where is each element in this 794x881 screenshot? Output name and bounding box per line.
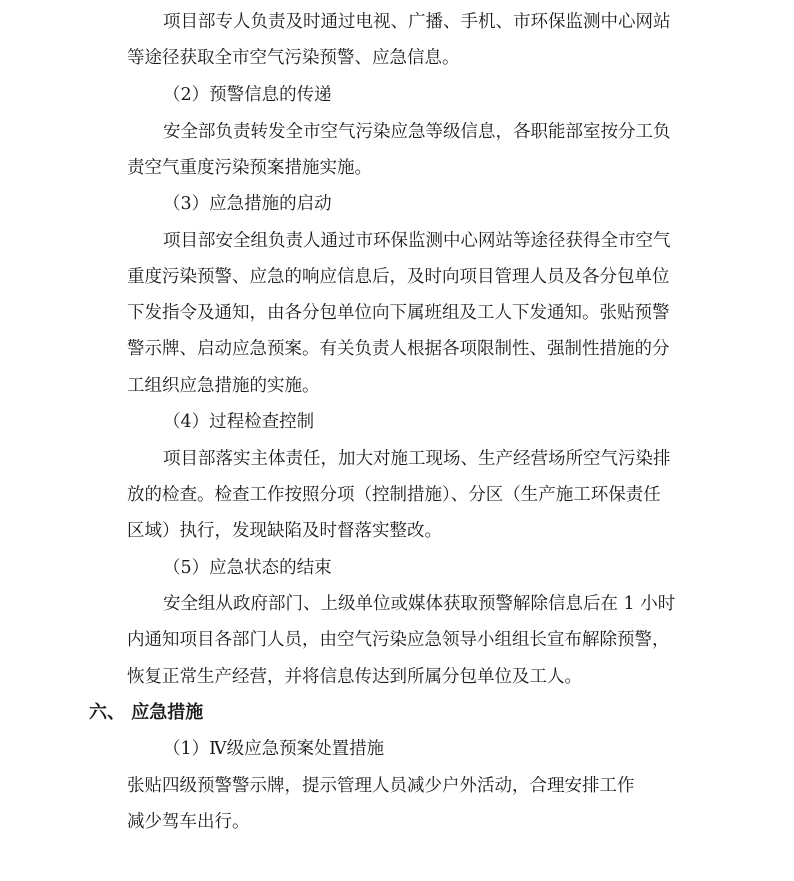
paragraph-line: 重度污染预警、应急的响应信息后，及时向项目管理人员及各分包单位: [127, 267, 670, 287]
paragraph-line: 放的检查。检查工作按照分项（控制措施）、分区（生产施工环保责任: [127, 485, 661, 505]
paragraph-line: 安全组从政府部门、上级单位或媒体获取预警解除信息后在 1 小时: [163, 594, 676, 614]
subsection-heading: （2）预警信息的传递: [163, 85, 332, 105]
paragraph-line: 安全部负责转发全市空气污染应急等级信息，各职能部室按分工负: [163, 122, 671, 142]
paragraph-line: 减少驾车出行。: [127, 812, 250, 832]
paragraph-line: 警示牌、启动应急预案。有关负责人根据各项限制性、强制性措施的分: [127, 339, 670, 359]
subsection-heading: （3）应急措施的启动: [163, 194, 332, 214]
subsection-heading: （4）过程检查控制: [163, 412, 315, 432]
paragraph-line: 张贴四级预警警示牌，提示管理人员减少户外活动，合理安排工作: [127, 776, 635, 796]
paragraph-line: 责空气重度污染预案措施实施。: [127, 158, 372, 178]
paragraph-line: 内通知项目各部门人员，由空气污染应急领导小组组长宣布解除预警，: [127, 630, 670, 650]
paragraph-line: 项目部落实主体责任，加大对施工现场、生产经营场所空气污染排: [163, 449, 671, 469]
subsection-heading: （1）Ⅳ级应急预案处置措施: [163, 739, 385, 759]
paragraph-line: 项目部专人负责及时通过电视、广播、手机、市环保监测中心网站: [163, 12, 671, 32]
paragraph-line: 工组织应急措施的实施。: [127, 376, 320, 396]
paragraph-line: 项目部安全组负责人通过市环保监测中心网站等途径获得全市空气: [163, 231, 671, 251]
section-heading: 六、 应急措施: [89, 702, 204, 723]
paragraph-line: 下发指令及通知，由各分包单位向下属班组及工人下发通知。张贴预警: [127, 303, 670, 323]
paragraph-line: 恢复正常生产经营，并将信息传达到所属分包单位及工人。: [127, 667, 582, 687]
paragraph-line: 等途径获取全市空气污染预警、应急信息。: [127, 48, 460, 68]
subsection-heading: （5）应急状态的结束: [163, 558, 332, 578]
paragraph-line: 区域）执行，发现缺陷及时督落实整改。: [127, 521, 442, 541]
